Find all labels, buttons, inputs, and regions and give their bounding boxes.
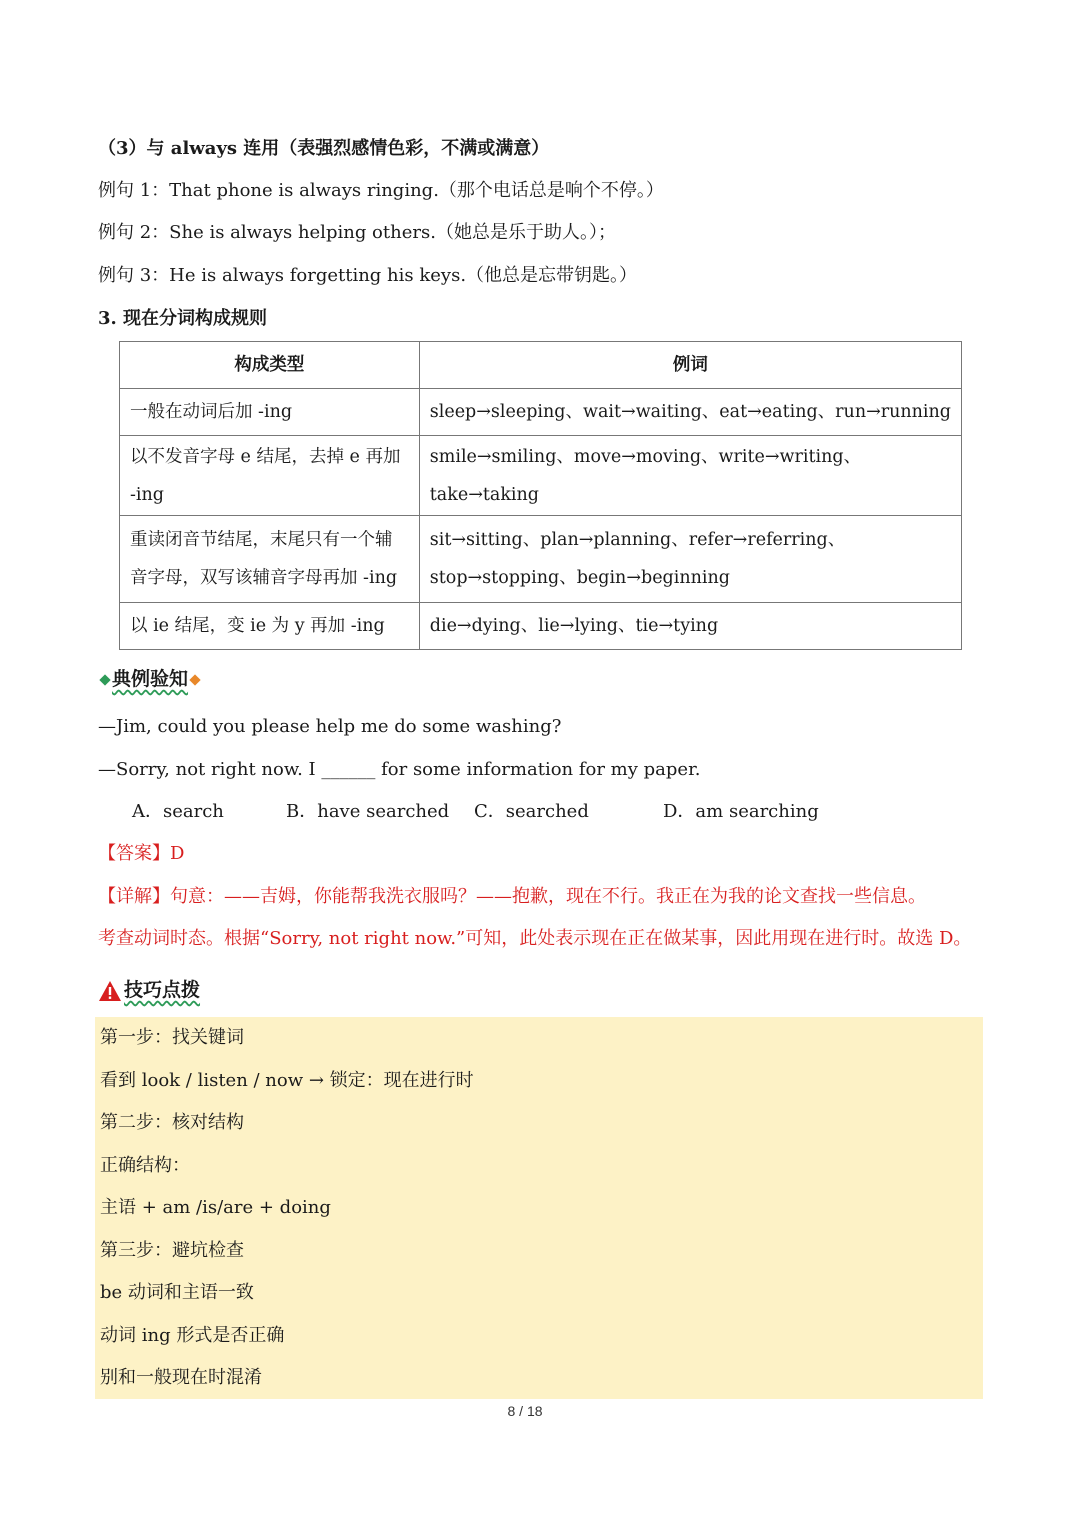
example-sentence-1: 例句 1：That phone is always ringing.（那个电话总是响个不停。） — [98, 180, 664, 201]
example-sentence-2: 例句 2：She is always helping others.（她总是乐于助人。）； — [98, 222, 616, 243]
participle-table — [119, 341, 962, 650]
table-row — [120, 436, 962, 516]
rule-examples: die→dying、lie→lying、tie→tying — [419, 603, 961, 650]
option-a: A．search — [132, 801, 224, 822]
rule-examples: sit→sitting、plan→planning、refer→referring、stop→stopping、begin→beginning — [419, 516, 961, 603]
tip-line: 别和一般现在时混淆 — [100, 1367, 262, 1388]
tip-line: 动词 ing 形式是否正确 — [100, 1325, 285, 1346]
explanation-line-1: 【详解】句意：——吉姆，你能帮我洗衣服吗？——抱歉，现在不行。我正在为我的论文查找一些信息。 — [98, 886, 926, 907]
page-number: 8 / 18 — [507, 1403, 543, 1419]
tip-line: 正确结构： — [100, 1155, 190, 1176]
tip-line: 主语 + am /is/are + doing — [100, 1197, 331, 1218]
answer: 【答案】D — [98, 843, 185, 864]
table-header-row — [120, 342, 962, 389]
rule-examples: smile→smiling、move→moving、write→writing、take→taking — [419, 436, 961, 516]
table-row — [120, 389, 962, 436]
example-section-label: 典例验知 — [112, 668, 189, 690]
explanation-line-2: 考查动词时态。根据“Sorry, not right now.”可知，此处表示现在正在做某事，因此用现在进行时。故选 D。 — [98, 928, 972, 949]
tip-line: be 动词和主语一致 — [100, 1282, 254, 1303]
tip-line: 第一步：找关键词 — [100, 1027, 244, 1048]
participle-title: 3. 现在分词构成规则 — [98, 308, 268, 329]
question-line-2: —Sorry, not right now. I ______ for some information for my paper. — [98, 759, 701, 780]
tip-line: 第二步：核对结构 — [100, 1112, 244, 1133]
tip-line: 看到 look / listen / now → 锁定：现在进行时 — [100, 1070, 474, 1091]
rule-type: 以 ie 结尾，变 ie 为 y 再加 -ing — [120, 603, 420, 650]
question-line-1: —Jim, could you please help me do some washing? — [98, 716, 562, 737]
option-c: C．searched — [474, 801, 589, 822]
table-row — [120, 603, 962, 650]
section-heading: （3）与 always 连用（表强烈感情色彩，不满或满意） — [98, 138, 550, 159]
diamond-icon — [189, 674, 200, 685]
diamond-icon — [99, 674, 110, 685]
warning-icon — [98, 980, 122, 1002]
option-b: B．have searched — [286, 801, 450, 822]
rule-type: 以不发音字母 e 结尾，去掉 e 再加 -ing — [120, 436, 420, 516]
tips-label: 技巧点拨 — [124, 979, 201, 1001]
rule-type: 重读闭音节结尾，末尾只有一个辅音字母，双写该辅音字母再加 -ing — [120, 516, 420, 603]
example-sentence-3: 例句 3：He is always forgetting his keys.（他总是忘带钥匙。） — [98, 265, 638, 286]
tips-badge — [98, 977, 200, 1003]
example-section-badge — [98, 666, 202, 692]
rule-type: 一般在动词后加 -ing — [120, 389, 420, 436]
tips-box — [95, 1017, 983, 1399]
tip-line: 第三步：避坑检查 — [100, 1240, 244, 1261]
table-row — [120, 516, 962, 603]
option-d: D．am searching — [663, 801, 819, 822]
table-header: 例词 — [419, 342, 961, 389]
table-header: 构成类型 — [120, 342, 420, 389]
rule-examples: sleep→sleeping、wait→waiting、eat→eating、run→running — [419, 389, 961, 436]
